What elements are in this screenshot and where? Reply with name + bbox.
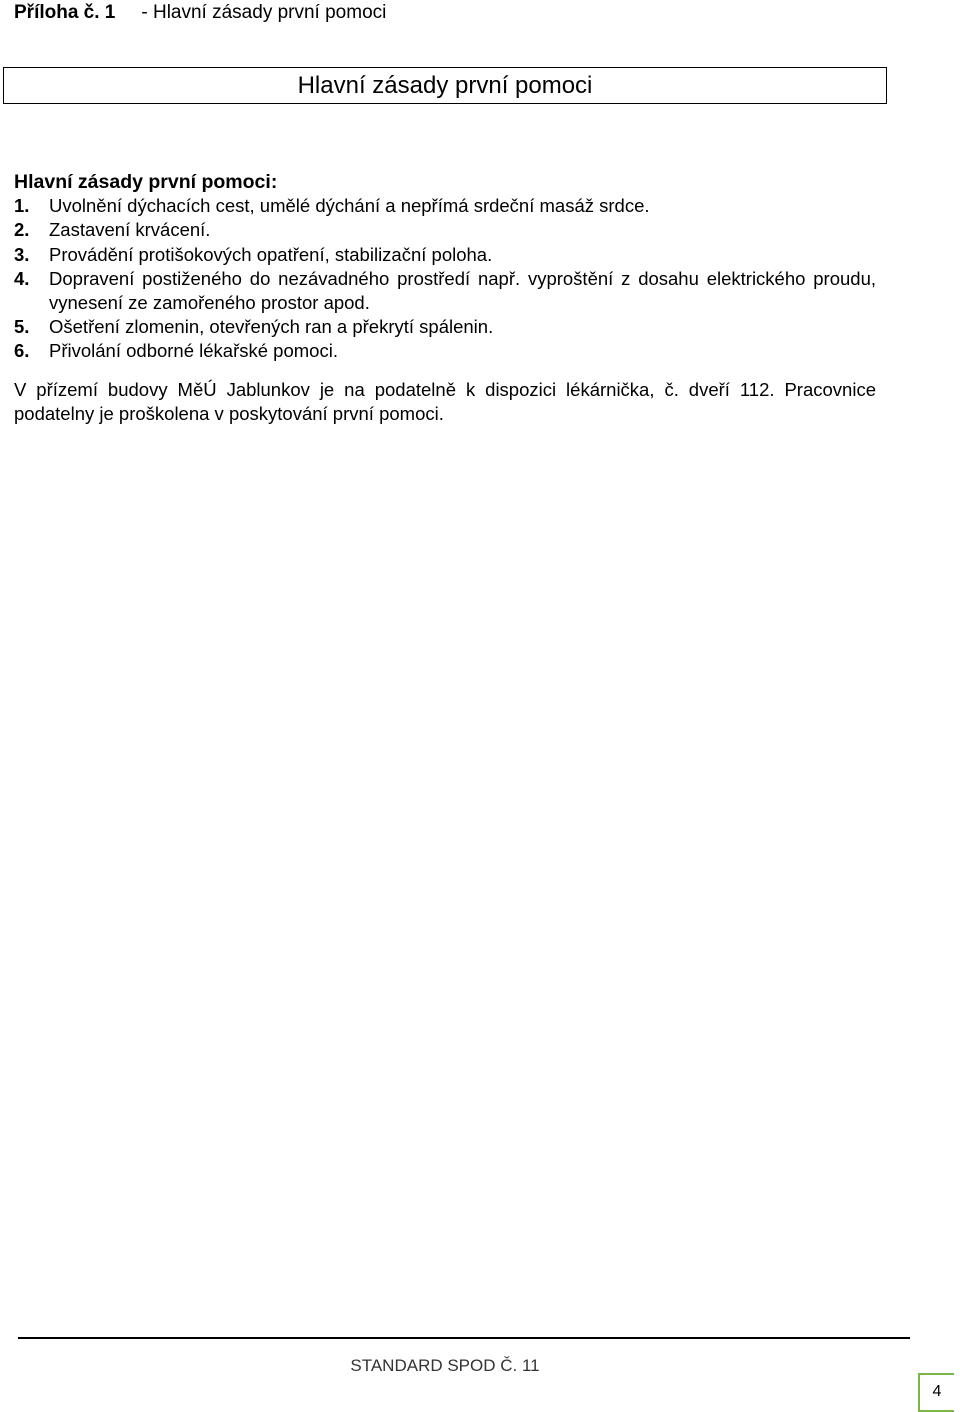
list-item xyxy=(14,339,876,363)
main-content xyxy=(14,170,876,426)
list-item xyxy=(14,315,876,339)
item-text: Ošetření zlomenin, otevřených ran a překrytí spálenin. xyxy=(49,316,494,338)
item-text: Uvolnění dýchacích cest, umělé dýchání a nepřímá srdeční masáž srdce. xyxy=(49,195,650,217)
title-box xyxy=(3,67,887,104)
attachment-label: Příloha č. 1 xyxy=(14,2,116,23)
page-title: Hlavní zásady první pomoci xyxy=(297,72,593,99)
item-number: 6. xyxy=(14,340,30,362)
item-number: 5. xyxy=(14,316,30,338)
item-number: 2. xyxy=(14,219,30,241)
list-item xyxy=(14,218,876,242)
page-number: 4 xyxy=(932,1383,942,1400)
item-number: 1. xyxy=(14,195,30,217)
first-aid-kit-paragraph: V přízemí budovy MěÚ Jablunkov je na podatelně k dispozici lékárnička, č. dveří 112. Pracovnice podatelny je proškolena v poskytování první pomoci. xyxy=(14,378,876,424)
item-text: Provádění protišokových opatření, stabilizační poloha. xyxy=(49,243,493,265)
footer-divider xyxy=(18,1337,910,1339)
item-text: Zastavení krvácení. xyxy=(49,219,211,241)
footer-text: STANDARD SPOD Č. 11 xyxy=(350,1356,540,1375)
section-heading: Hlavní zásady první pomoci: xyxy=(14,171,278,193)
list-item xyxy=(14,194,876,218)
list-item xyxy=(14,243,876,267)
item-text: Přivolání odborné lékařské pomoci. xyxy=(49,340,338,362)
page-header xyxy=(14,2,386,24)
list-item xyxy=(14,267,876,315)
item-number: 3. xyxy=(14,243,30,265)
page-number-box xyxy=(918,1373,954,1412)
header-subtitle: - Hlavní zásady první pomoci xyxy=(141,2,387,23)
item-text: Dopravení postiženého do nezávadného prostředí např. vyproštění z dosahu elektrického proudu, vynesení ze zamořeného prostor apod. xyxy=(49,267,876,314)
item-number: 4. xyxy=(14,267,30,289)
